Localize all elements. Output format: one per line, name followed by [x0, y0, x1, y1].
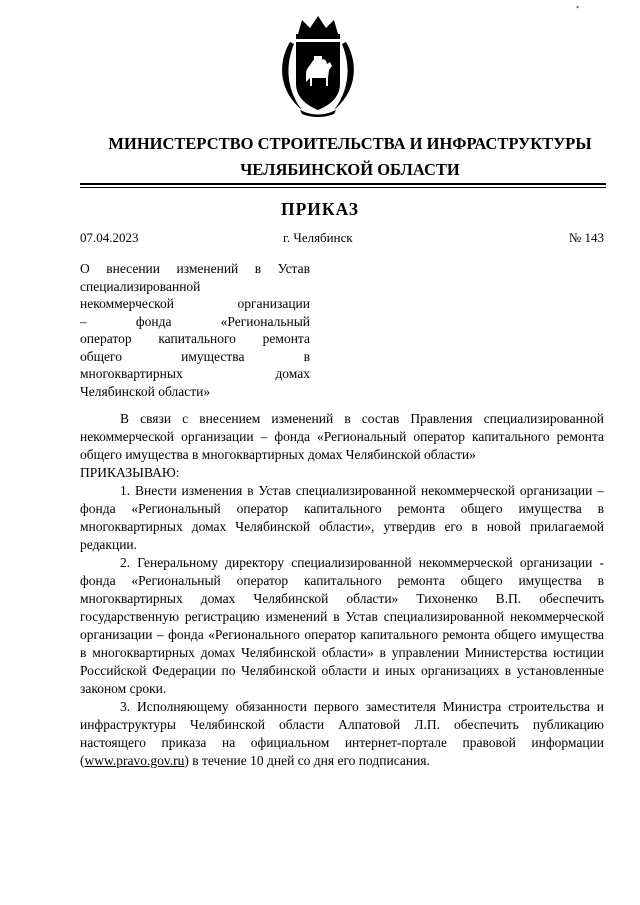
document-title: ПРИКАЗ: [280, 199, 360, 219]
order-item-1: 1. Внести изменения в Устав специализированной некоммерческой организации – фонда «Региональный оператор капитального ремонта общего имущества в многоквартирных домах Челябинской области», утвердив его в новой прилагаемой редакции.: [80, 483, 604, 552]
header-rule-thin: [80, 187, 606, 188]
subject-line: общего имущества в: [80, 348, 310, 364]
order-number: № 143: [568, 230, 604, 245]
subject-line: многоквартирных домах: [80, 366, 310, 381]
preamble-paragraph: В связи с внесением изменений в состав Правления специализированной некоммерческой организации – фонда «Региональный оператор капитального ремонта общего имущества в многоквартирных домах Челябинской области»: [80, 411, 604, 462]
order-city: г. Челябинск: [283, 230, 353, 245]
order-body: [80, 410, 604, 770]
order-keyword: ПРИКАЗЫВАЮ:: [80, 465, 180, 480]
order-item-2: 2. Генеральному директору специализированной некоммерческой организации - фонда «Региональный оператор капитального ремонта общего имущества в многоквартирных домах Челябинской области» Тихоненко В.П. обеспечить государственную регистрацию изменений в Устав специализированной некоммерческой организации – фонда «Регионального оператор капитального ремонта общего имущества в многоквартирных домах Челябинской области» в управлении Министерства юстиции Российской Федерации по Челябинской области и иных организациях в установленные законом сроки.: [80, 555, 604, 696]
subject-line: Челябинской области»: [80, 383, 211, 399]
subject-line: некоммерческой организации: [80, 296, 310, 311]
pravo-portal-link[interactable]: www.pravo.gov.ru: [84, 753, 185, 768]
coat-of-arms-emblem: [272, 12, 364, 120]
order-item-3: [80, 698, 604, 770]
subject-line: – фонда «Региональный: [80, 313, 310, 329]
subject-line: специализированной: [80, 278, 201, 294]
order-date: 07.04.2023: [80, 230, 139, 245]
order-subject: [80, 260, 310, 400]
subject-line: О внесении изменений в Устав: [80, 261, 310, 276]
ministry-name-line1: МИНИСТЕРСТВО СТРОИТЕЛЬСТВА И ИНФРАСТРУКТУРЫ: [108, 134, 592, 153]
subject-line: оператор капитального ремонта: [80, 331, 310, 346]
order-item-3-text-end: ) в течение 10 дней со дня его подписания.: [184, 753, 430, 768]
corner-mark: *: [576, 6, 579, 12]
ministry-name-line2: ЧЕЛЯБИНСКОЙ ОБЛАСТИ: [240, 160, 460, 179]
header-rule-thick: [80, 183, 606, 185]
order-item-3-text-start: 3. Исполняющему обязанности первого заместителя Министра строительства и инфраструктуры Челябинской области Алпатовой Л.П. обеспечить публикацию настоящего приказа на официальном интернет-портале правовой информации (: [80, 699, 604, 768]
